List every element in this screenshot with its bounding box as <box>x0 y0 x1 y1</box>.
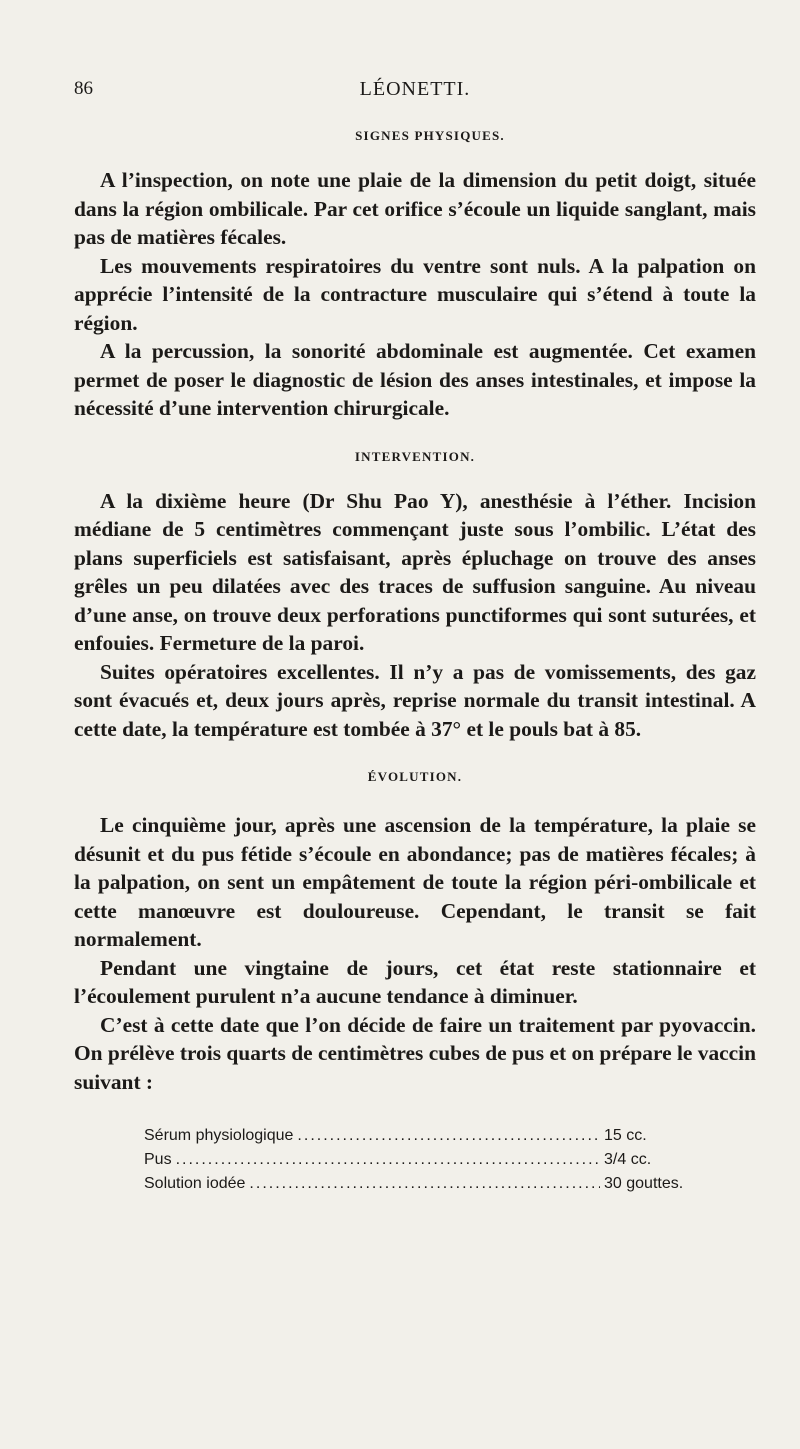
ingredient-name: Solution iodée <box>144 1175 246 1192</box>
ingredient-name: Pus <box>144 1151 172 1168</box>
paragraph: A la dixième heure (Dr Shu Pao Y), anesthésie à l’éther. Incision médiane de 5 centimètres commençant juste sous l’ombilic. L’état des plans superficiels est satisfaisant, après épluchage on trouve des anses grêles un peu dilatées avec des traces de suffusion sanguine. Au niveau d’une anse, on trouve deux perforations punctiformes qui sont suturées, et enfouies. Fermeture de la paroi. <box>74 488 756 655</box>
ingredient-name: Sérum physiologique <box>144 1127 294 1144</box>
section-heading-evolution: ÉVOLUTION. <box>367 769 463 784</box>
recipe-row <box>144 1124 704 1148</box>
dot-leader <box>176 1148 600 1172</box>
paragraph: A la percussion, la sonorité abdominale est augmentée. Cet examen permet de poser le diagnostic de lésion des anses intestinales, et impose la nécessité d’une intervention chirurgicale. <box>74 339 756 420</box>
recipe-row <box>144 1172 704 1196</box>
dot-leader <box>249 1172 600 1196</box>
paragraph: C’est à cette date que l’on décide de faire un traitement par pyovaccin. On prélève trois quarts de centimètres cubes de pus et on prépare le vaccin suivant : <box>74 1012 756 1094</box>
vaccine-recipe <box>74 1124 704 1196</box>
section-heading-intervention: INTERVENTION. <box>354 448 476 464</box>
paragraph: Pendant une vingtaine de jours, cet état reste stationnaire et l’écoulement purulent n’a aucune tendance à diminuer. <box>74 955 756 1008</box>
page-number: 86 <box>74 78 93 99</box>
ingredient-quantity: 3/4 cc. <box>604 1151 652 1168</box>
ingredient-quantity: 30 gouttes. <box>604 1175 684 1192</box>
recipe-row <box>144 1148 704 1172</box>
paragraph: Le cinquième jour, après une ascension de la température, la plaie se désunit et du pus fétide s’écoule en abondance; pas de matières fécales; à la palpation, on sent un empâtement de toute la région péri-ombilicale et cette manœuvre est douloureuse. Cependant, le transit se fait normalement. <box>74 813 756 951</box>
paragraph: A l’inspection, on note une plaie de la dimension du petit doigt, située dans la région ombilicale. Par cet orifice s’écoule un liquide sanglant, mais pas de matières fécales. <box>74 168 756 249</box>
section-heading-signes: SIGNES PHYSIQUES. <box>355 128 505 143</box>
ingredient-quantity: 15 cc. <box>604 1127 647 1144</box>
paragraph: Les mouvements respiratoires du ventre sont nuls. A la palpation on apprécie l’intensité de la contracture musculaire qui s’étend à toute la région. <box>74 253 756 335</box>
dot-leader <box>297 1124 600 1148</box>
running-title: LÉONETTI. <box>359 78 471 100</box>
paragraph: Suites opératoires excellentes. Il n’y a pas de vomissements, des gaz sont évacués et, deux jours après, reprise normale du transit intestinal. A cette date, la température est tombée à 37° et le pouls bat à 85. <box>74 659 756 741</box>
running-head <box>74 78 756 104</box>
